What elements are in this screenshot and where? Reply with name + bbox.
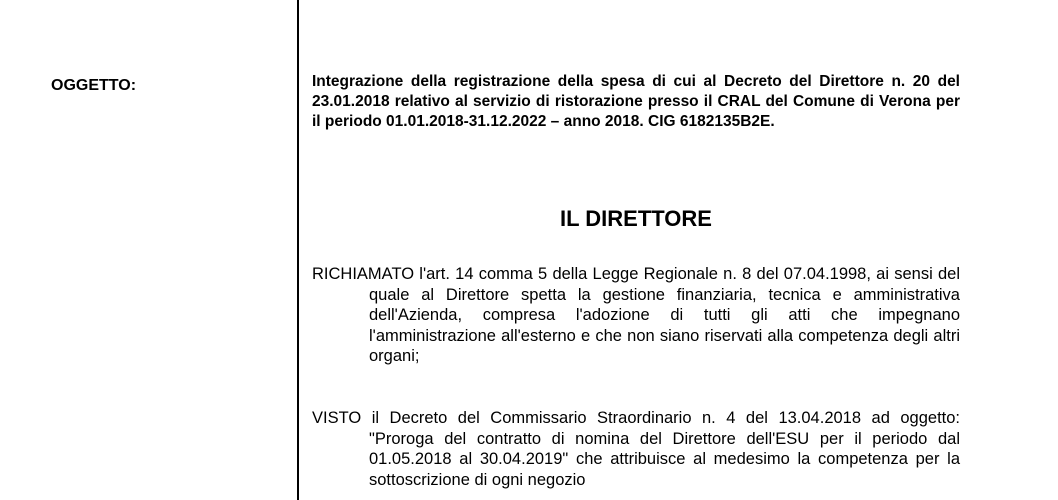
paragraph-richiamato: RICHIAMATO l'art. 14 comma 5 della Legge Regionale n. 8 del 07.04.1998, ai sensi del quale al Direttore spetta la gestione finanziaria, tecnica e amministrativa dell'Azienda, compresa l'adozione di tutti gli atti che impegnano l'amministrazione all'esterno e che non siano riservati alla competenza degli altri organi; [312,265,960,365]
oggetto-label: OGGETTO: [51,77,137,94]
column-divider [297,0,299,500]
oggetto-text: Integrazione della registrazione della spesa di cui al Decreto del Direttore n. 20 del 23.01.2018 relativo al servizio di ristorazione presso il CRAL del Comune di Verona per il periodo 01.01.2018-31.12.2022 – anno 2018. CIG 6182135B2E. [312,73,960,130]
section-heading: IL DIRETTORE [560,206,712,231]
paragraph-visto: VISTO il Decreto del Commissario Straordinario n. 4 del 13.04.2018 ad oggetto: "Proroga del contratto di nomina del Direttore dell'ESU per il periodo dal 01.05.2018 al 30.04.2019" che attribuisce al medesimo la competenza per la sottoscrizione di ogni negozio [312,409,960,489]
